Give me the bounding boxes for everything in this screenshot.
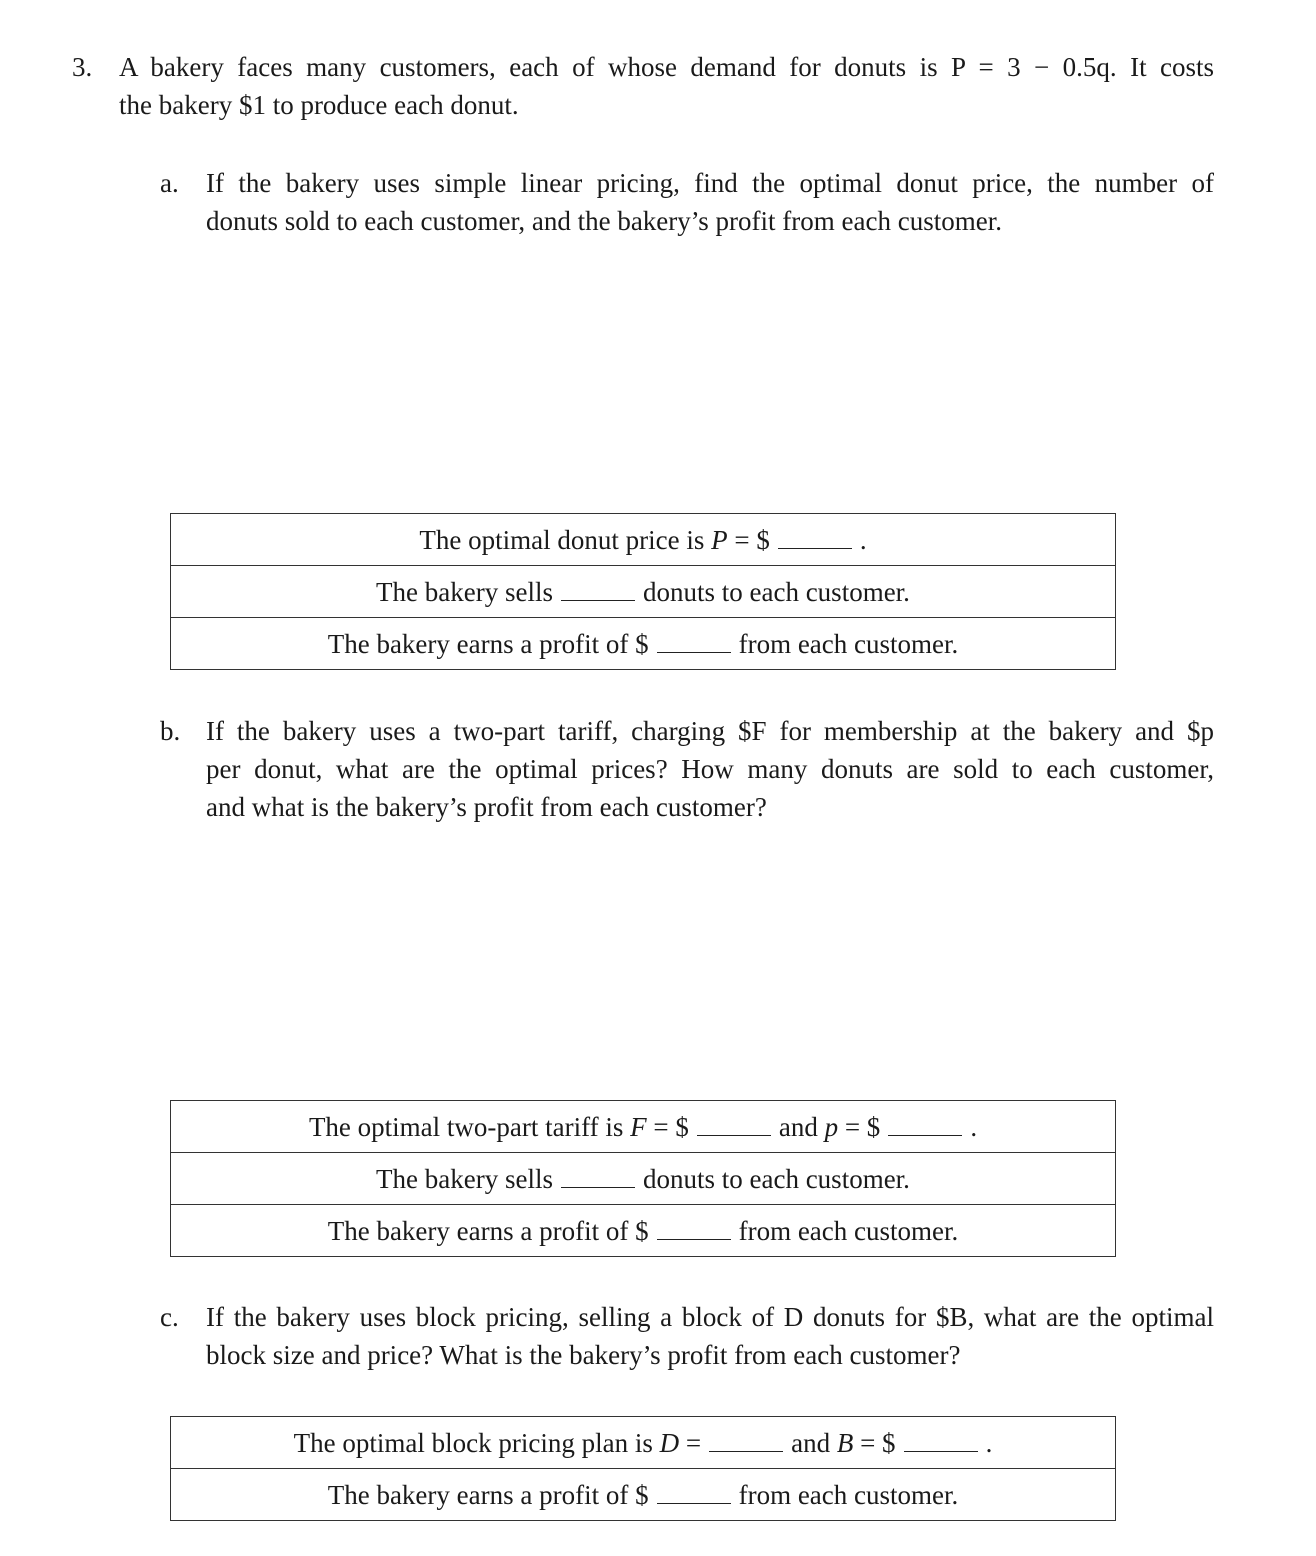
tariff-eq-1: = $ (646, 1111, 689, 1142)
block-variable-b: B (836, 1427, 854, 1458)
profit-after: from each customer. (738, 1479, 959, 1510)
tariff-row (171, 1101, 1116, 1153)
profit-row (171, 618, 1116, 670)
profit-row (171, 1469, 1116, 1521)
part-a-line-1: If the bakery uses simple linear pricing, find the optimal donut price, the number of (206, 168, 1214, 198)
table-row (171, 1101, 1116, 1153)
part-b-line-1: If the bakery uses a two-part tariff, charging $F for membership at the bakery and $p (206, 716, 1214, 746)
part-c-text (206, 1298, 1214, 1374)
part-c-line-2: block size and price? What is the bakery’s profit from each customer? (206, 1340, 961, 1370)
profit-blank[interactable] (657, 1481, 731, 1504)
block-eq-1: = (679, 1427, 702, 1458)
price-mid: = $ (727, 524, 770, 555)
block-variable-d: D (659, 1427, 680, 1458)
block-after: . (985, 1427, 993, 1458)
table-row (171, 514, 1116, 566)
part-c-line-1: If the bakery uses block pricing, selling a block of D donuts for $B, what are the optimal (206, 1302, 1214, 1332)
sells-blank[interactable] (561, 1165, 635, 1188)
profit-blank[interactable] (657, 630, 731, 653)
tariff-after: . (970, 1111, 978, 1142)
table-row (171, 1417, 1116, 1469)
sells-row (171, 566, 1116, 618)
question-number: 3. (72, 52, 93, 82)
profit-row (171, 1205, 1116, 1257)
block-size-blank[interactable] (709, 1429, 783, 1452)
question-text (119, 48, 1214, 124)
table-row (171, 1205, 1116, 1257)
table-row (171, 1469, 1116, 1521)
part-b-line-3: and what is the bakery’s profit from each customer? (206, 792, 767, 822)
part-b-line-2: per donut, what are the optimal prices? How many donuts are sold to each customer, (206, 754, 1214, 784)
part-c-label: c. (160, 1302, 179, 1332)
table-row (171, 1153, 1116, 1205)
part-b-text (206, 712, 1214, 826)
tariff-variable-f: F (630, 1111, 647, 1142)
tariff-eq-2: = $ (838, 1111, 881, 1142)
part-b-answer-table (170, 1100, 1116, 1257)
profit-before: The bakery earns a profit of $ (327, 628, 649, 659)
sells-before: The bakery sells (376, 1163, 553, 1194)
block-eq-2: = $ (853, 1427, 896, 1458)
part-a-label: a. (160, 168, 179, 198)
sells-after: donuts to each customer. (642, 1163, 910, 1194)
price-variable: P (711, 524, 728, 555)
tariff-before: The optimal two-part tariff is (308, 1111, 631, 1142)
profit-before: The bakery earns a profit of $ (327, 1215, 649, 1246)
per-unit-blank[interactable] (888, 1113, 962, 1136)
profit-before: The bakery earns a profit of $ (327, 1479, 649, 1510)
price-after: . (859, 524, 867, 555)
profit-after: from each customer. (738, 1215, 959, 1246)
sells-blank[interactable] (561, 578, 635, 601)
price-row (171, 514, 1116, 566)
question-line-1: A bakery faces many customers, each of whose demand for donuts is P = 3 − 0.5q. It costs (119, 52, 1214, 82)
part-c-answer-table (170, 1416, 1116, 1521)
profit-blank[interactable] (657, 1217, 731, 1240)
block-and: and (791, 1427, 837, 1458)
sells-after: donuts to each customer. (642, 576, 910, 607)
sells-before: The bakery sells (376, 576, 553, 607)
profit-after: from each customer. (738, 628, 959, 659)
tariff-variable-p: p (824, 1111, 839, 1142)
block-before: The optimal block pricing plan is (293, 1427, 660, 1458)
part-a-answer-table (170, 513, 1116, 670)
block-price-blank[interactable] (904, 1429, 978, 1452)
part-a-text (206, 164, 1214, 240)
block-row (171, 1417, 1116, 1469)
fee-blank[interactable] (697, 1113, 771, 1136)
question-line-2: the bakery $1 to produce each donut. (119, 90, 519, 120)
price-blank[interactable] (778, 526, 852, 549)
tariff-and: and (778, 1111, 825, 1142)
table-row (171, 566, 1116, 618)
table-row (171, 618, 1116, 670)
part-b-label: b. (160, 716, 181, 746)
sells-row (171, 1153, 1116, 1205)
part-a-line-2: donuts sold to each customer, and the bakery’s profit from each customer. (206, 206, 1002, 236)
price-before: The optimal donut price is (419, 524, 712, 555)
